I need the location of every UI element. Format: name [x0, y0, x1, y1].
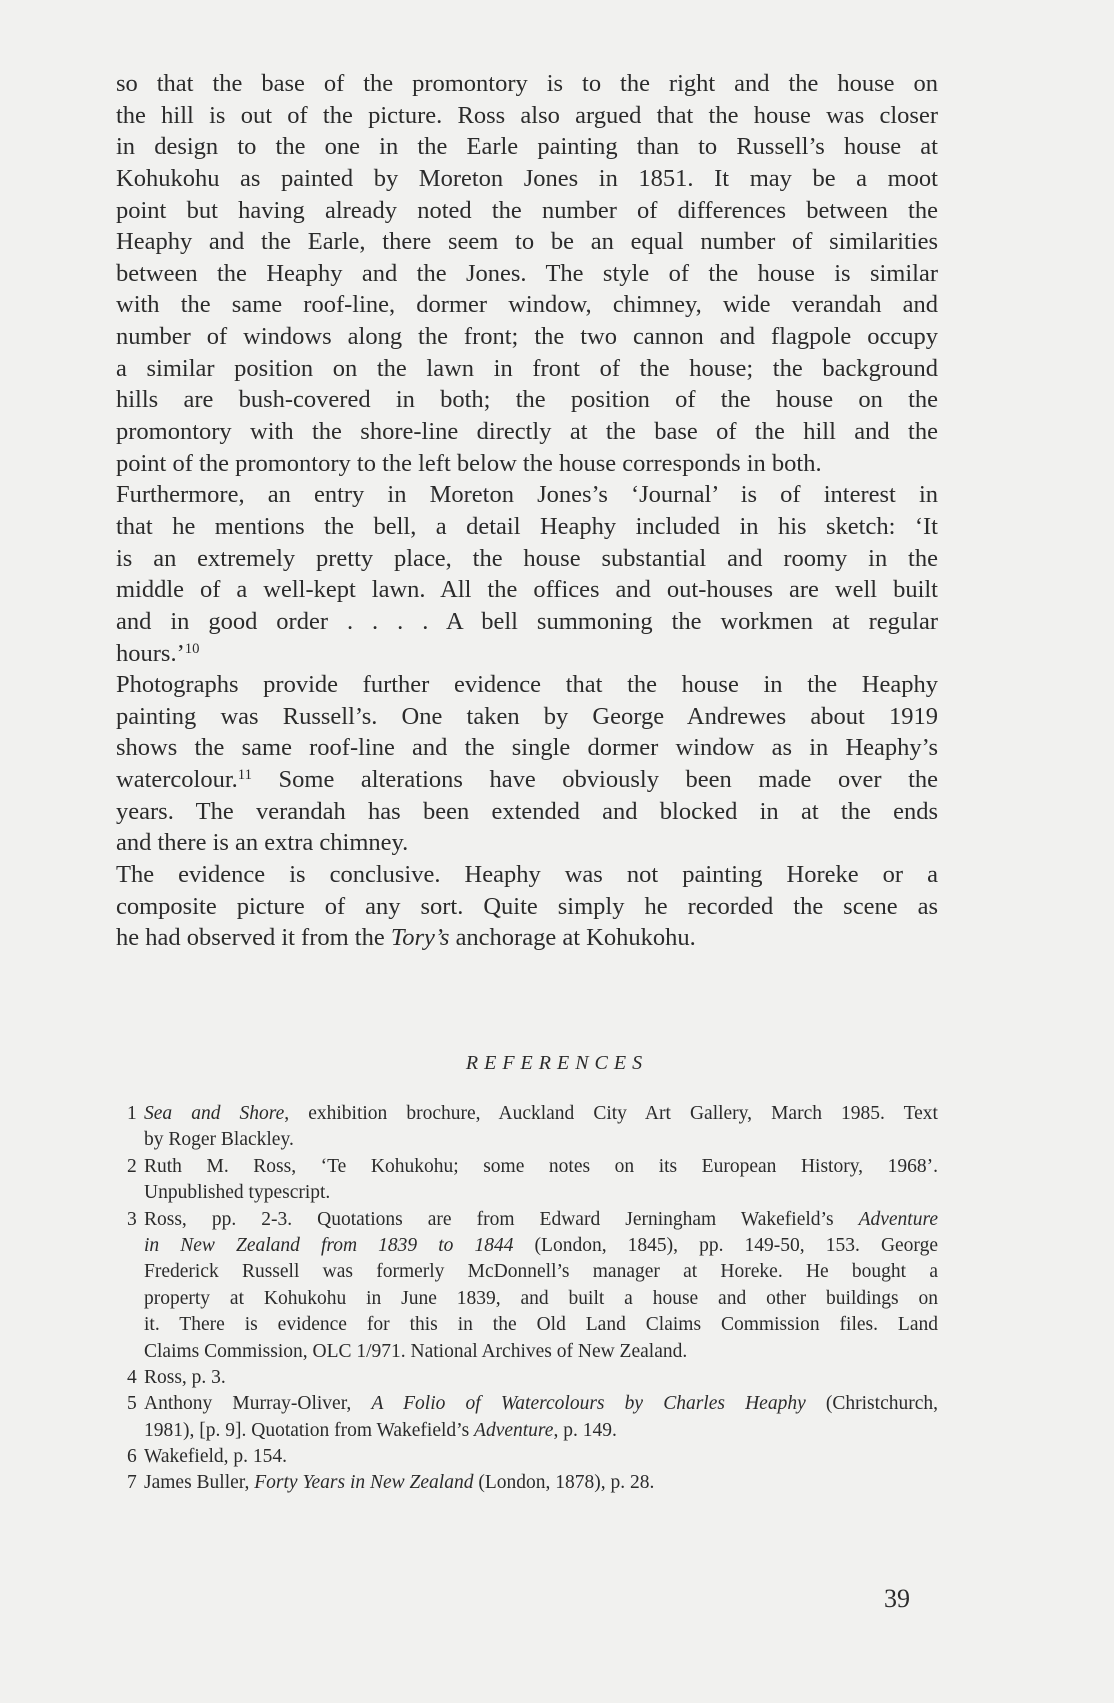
text-line [116, 701, 938, 733]
text-line [116, 68, 938, 100]
reference-number: 2 [127, 1155, 137, 1177]
italic-title: in New Zealand from 1839 to 1844 [144, 1234, 514, 1256]
italic-title: Adventure [858, 1208, 938, 1230]
text-line [144, 1444, 938, 1470]
text-segment: and there is an extra chimney. [116, 829, 409, 857]
text-line [116, 827, 938, 859]
text-line [116, 195, 938, 227]
text-segment: Some alterations have obviously been made over the [251, 766, 938, 794]
text-line [116, 543, 938, 575]
text-line [116, 764, 938, 796]
text-segment: Furthermore, an entry in Moreton Jones’s ‘Journal’ is of interest in [116, 481, 938, 509]
text-line [116, 669, 938, 701]
references-list [127, 1101, 938, 1497]
text-segment: the hill is out of the picture. Ross also argued that the house was closer [116, 101, 938, 129]
text-segment: (London, 1878), p. 28. [473, 1472, 655, 1494]
text-segment: The evidence is conclusive. Heaphy was not painting Horeke or a [116, 861, 938, 889]
page-number: 39 [884, 1584, 910, 1613]
text-segment: , exhibition brochure, Auckland City Art Gallery, March 1985. Text [284, 1103, 938, 1124]
reference-number: 1 [127, 1103, 137, 1124]
text-line [144, 1418, 938, 1444]
text-segment: that he mentions the bell, a detail Heaphy included in his sketch: ‘It [116, 512, 938, 540]
reference-item [127, 1391, 938, 1444]
text-segment: middle of a well-kept lawn. All the offices and out-houses are well built [116, 576, 938, 604]
text-segment: watercolour. [116, 766, 238, 794]
text-segment: hills are bush-covered in both; the position of the house on the [116, 386, 938, 414]
text-line [144, 1286, 938, 1312]
text-line [116, 289, 938, 321]
text-segment: a similar position on the lawn in front of the house; the background [116, 354, 938, 382]
text-segment: it. There is evidence for this in the Old Land Claims Commission files. Land [144, 1314, 938, 1336]
text-line [116, 100, 938, 132]
text-segment: Kohukohu as painted by Moreton Jones in 1851. It may be a moot [116, 164, 938, 192]
text-line [116, 131, 938, 163]
reference-number: 5 [127, 1393, 137, 1415]
text-line [144, 1154, 938, 1180]
paragraph [116, 859, 938, 954]
text-segment: years. The verandah has been extended and blocked in at the ends [116, 797, 938, 825]
text-segment: Anthony Murray-Oliver, [144, 1393, 372, 1415]
references-heading: REFERENCES [465, 1052, 649, 1074]
italic-title: Adventure [474, 1419, 554, 1441]
footnote-marker: 10 [184, 640, 200, 657]
text-segment: by Roger Blackley. [144, 1129, 294, 1151]
reference-number: 7 [127, 1472, 137, 1494]
text-line [116, 606, 938, 638]
text-segment: he had observed it from the [116, 924, 391, 952]
text-line [116, 574, 938, 606]
text-segment: promontory with the shore-line directly at the base of the hill and the [116, 418, 938, 446]
text-line [144, 1391, 938, 1417]
paragraph [116, 669, 938, 859]
text-segment: , p. 149. [553, 1419, 617, 1441]
text-segment: composite picture of any sort. Quite simply he recorded the scene as [116, 892, 938, 920]
text-segment: point of the promontory to the left below the house corresponds in both. [116, 449, 822, 477]
text-line [116, 416, 938, 448]
text-line [116, 638, 938, 670]
text-line [116, 796, 938, 828]
text-segment: Heaphy and the Earle, there seem to be an equal number of similarities [116, 228, 938, 256]
text-line [116, 891, 938, 923]
text-line [116, 258, 938, 290]
text-segment: Ross, pp. 2-3. Quotations are from Edward Jerningham Wakefield’s [144, 1208, 859, 1230]
text-line [116, 448, 938, 480]
footnote-marker: 11 [237, 767, 252, 784]
paragraph [116, 479, 938, 669]
text-segment: property at Kohukohu in June 1839, and built a house and other buildings on [144, 1287, 938, 1309]
text-line [116, 226, 938, 258]
italic-title: Forty Years in New Zealand [254, 1472, 474, 1494]
reference-item [127, 1154, 938, 1207]
reference-number: 3 [127, 1208, 137, 1230]
text-line [144, 1339, 938, 1365]
paragraph [116, 68, 938, 479]
text-segment: point but having already noted the number of differences between the [116, 196, 938, 224]
text-segment: Ruth M. Ross, ‘Te Kohukohu; some notes on its European History, 1968’. [144, 1155, 938, 1177]
text-segment: (Christchurch, [805, 1393, 938, 1415]
text-segment: hours.’ [116, 639, 185, 667]
text-segment: 1981), [p. 9]. Quotation from Wakefield’s [144, 1419, 475, 1441]
text-segment: painting was Russell’s. One taken by George Andrewes about 1919 [116, 702, 938, 730]
reference-item [127, 1365, 938, 1391]
text-line [116, 163, 938, 195]
text-line [116, 922, 938, 954]
text-segment: anchorage at Kohukohu. [449, 924, 696, 952]
italic-title: A Folio of Watercolours by Charles Heaphy [371, 1393, 806, 1415]
reference-item [127, 1101, 938, 1154]
text-line [144, 1365, 938, 1391]
text-line [144, 1312, 938, 1338]
italic-title: Tory’s [390, 924, 450, 952]
text-segment: in design to the one in the Earle painting than to Russell’s house at [116, 133, 938, 161]
text-line [116, 353, 938, 385]
text-segment: Ross, p. 3. [144, 1366, 226, 1388]
text-segment: so that the base of the promontory is to the right and the house on [116, 70, 938, 97]
body-text [116, 68, 938, 954]
text-segment: Photographs provide further evidence that the house in the Heaphy [116, 671, 938, 699]
text-line [144, 1233, 938, 1259]
text-segment: with the same roof-line, dormer window, chimney, wide verandah and [116, 291, 938, 319]
text-line [144, 1470, 938, 1496]
text-segment: Claims Commission, OLC 1/971. National Archives of New Zealand. [144, 1340, 688, 1362]
text-line [144, 1259, 938, 1285]
reference-item [127, 1207, 938, 1365]
text-line [144, 1207, 938, 1233]
reference-item [127, 1470, 938, 1496]
italic-title: Sea and Shore [144, 1103, 285, 1124]
text-segment: is an extremely pretty place, the house substantial and roomy in the [116, 544, 938, 572]
text-segment: between the Heaphy and the Jones. The style of the house is similar [116, 259, 938, 287]
text-segment: number of windows along the front; the two cannon and flagpole occupy [116, 323, 938, 351]
text-segment: Frederick Russell was formerly McDonnell’s manager at Horeke. He bought a [144, 1261, 938, 1283]
text-line [116, 732, 938, 764]
text-line [116, 479, 938, 511]
text-line [116, 859, 938, 891]
text-line [144, 1101, 938, 1127]
text-line [116, 384, 938, 416]
text-line [144, 1127, 938, 1153]
text-segment: Wakefield, p. 154. [144, 1446, 288, 1468]
text-segment: shows the same roof-line and the single dormer window as in Heaphy’s [116, 734, 938, 762]
reference-item [127, 1444, 938, 1470]
text-line [116, 511, 938, 543]
text-line [144, 1180, 938, 1206]
text-segment: and in good order . . . . A bell summoning the workmen at regular [116, 607, 938, 635]
text-line [116, 321, 938, 353]
reference-number: 6 [127, 1446, 137, 1468]
reference-number: 4 [127, 1366, 137, 1388]
text-segment: Unpublished typescript. [144, 1182, 331, 1204]
text-segment: James Buller, [144, 1472, 255, 1494]
text-segment: (London, 1845), pp. 149-50, 153. George [513, 1234, 938, 1256]
